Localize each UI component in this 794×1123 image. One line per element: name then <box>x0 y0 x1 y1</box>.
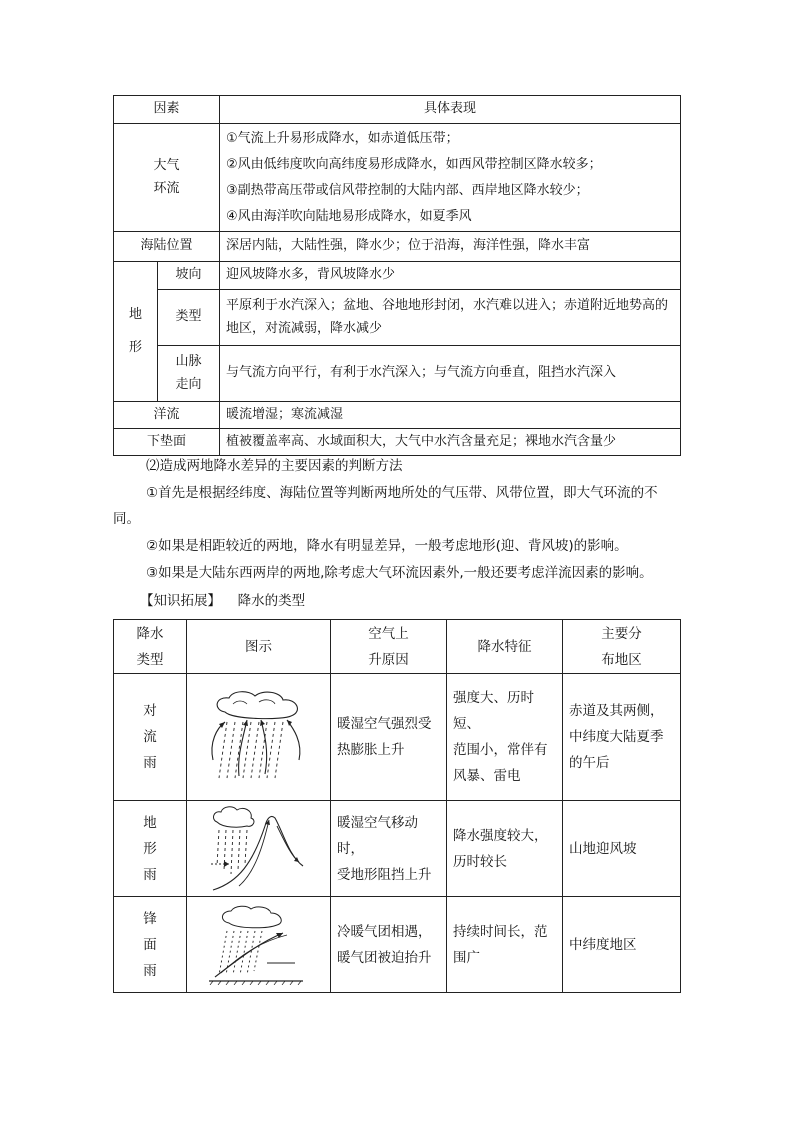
type-orographic: 地 形 雨 <box>114 801 187 897</box>
table-row <box>114 801 681 897</box>
region-convection: 赤道及其两侧， 中纬度大陆夏季 的午后 <box>563 674 681 801</box>
detail-sealand: 深居内陆，大陆性强，降水少；位于沿海，海洋性强，降水丰富 <box>220 232 681 262</box>
detail-atmos: ①气流上升易形成降水，如赤道低压带； ②风由低纬度吹向高纬度易形成降水，如西风带控制区降水较多； ③副热带高压带或信风带控制的大陆内部、西岸地区降水较少； ④风由海洋吹向陆地易形成降水，如夏季风 <box>220 124 681 232</box>
factor-atmos: 大气 环流 <box>114 124 220 232</box>
section2-p1-line1: ①首先是根据经纬度、海陆位置等判断两地所处的气压带、风带位置，即大气环流的不 <box>146 485 658 501</box>
section2-p1-line2: 同。 <box>113 511 140 527</box>
sub-mountain: 山脉 走向 <box>158 346 220 402</box>
th-region: 主要分 布地区 <box>563 620 681 674</box>
expansion-tag: 【知识拓展】 <box>140 593 221 609</box>
cause-orographic: 暖湿空气移动时， 受地形阻挡上升 <box>331 801 447 897</box>
frontal-rain-icon <box>207 905 311 985</box>
sub-type: 类型 <box>158 290 220 346</box>
orographic-rain-icon <box>209 806 309 892</box>
factor-sealand: 海陆位置 <box>114 232 220 262</box>
expansion-heading <box>140 588 305 614</box>
factor-surface: 下垫面 <box>114 429 220 456</box>
feature-orographic: 降水强度较大， 历时较长 <box>447 801 563 897</box>
detail-current: 暖流增湿；寒流减湿 <box>220 402 681 429</box>
th-type: 降水 类型 <box>114 620 187 674</box>
detail-surface: 植被覆盖率高、水域面积大，大气中水汽含量充足；裸地水汽含量少 <box>220 429 681 456</box>
sub-slope: 坡向 <box>158 262 220 290</box>
section2-p3: ③如果是大陆东西两岸的两地,除考虑大气环流因素外,一般还要考虑洋流因素的影响。 <box>146 565 653 581</box>
type-convection: 对 流 雨 <box>114 674 187 801</box>
table-row <box>114 674 681 801</box>
section2-heading: ⑵造成两地降水差异的主要因素的判断方法 <box>146 458 403 474</box>
expansion-title: 降水的类型 <box>237 593 306 609</box>
precipitation-types-table <box>113 619 681 993</box>
table-row <box>114 897 681 993</box>
header-factor: 因素 <box>114 96 220 124</box>
detail-mountain: 与气流方向平行，有利于水汽深入；与气流方向垂直，阻挡水汽深入 <box>220 346 681 402</box>
region-frontal: 中纬度地区 <box>563 897 681 993</box>
figure-orographic <box>187 801 331 897</box>
factor-terrain: 地 形 <box>114 262 158 402</box>
header-detail: 具体表现 <box>220 96 681 124</box>
type-frontal: 锋 面 雨 <box>114 897 187 993</box>
convection-rain-icon <box>203 690 315 785</box>
detail-type: 平原利于水汽深入；盆地、谷地地形封闭，水汽难以进入；赤道附近地势高的地区，对流减弱，降水减少 <box>220 290 681 346</box>
cause-frontal: 冷暖气团相遇， 暖气团被迫抬升 <box>331 897 447 993</box>
feature-convection: 强度大、历时短、 范围小，常伴有 风暴、雷电 <box>447 674 563 801</box>
feature-frontal: 持续时间长，范 围广 <box>447 897 563 993</box>
th-figure: 图示 <box>187 620 331 674</box>
section2-p2: ②如果是相距较近的两地，降水有明显差异，一般考虑地形(迎、背风坡)的影响。 <box>146 538 628 554</box>
region-orographic: 山地迎风坡 <box>563 801 681 897</box>
figure-frontal <box>187 897 331 993</box>
cause-convection: 暖湿空气强烈受 热膨胀上升 <box>331 674 447 801</box>
precipitation-factors-table <box>113 95 681 456</box>
th-cause: 空气上 升原因 <box>331 620 447 674</box>
th-feature: 降水特征 <box>447 620 563 674</box>
factor-current: 洋流 <box>114 402 220 429</box>
figure-convection <box>187 674 331 801</box>
detail-slope: 迎风坡降水多，背风坡降水少 <box>220 262 681 290</box>
